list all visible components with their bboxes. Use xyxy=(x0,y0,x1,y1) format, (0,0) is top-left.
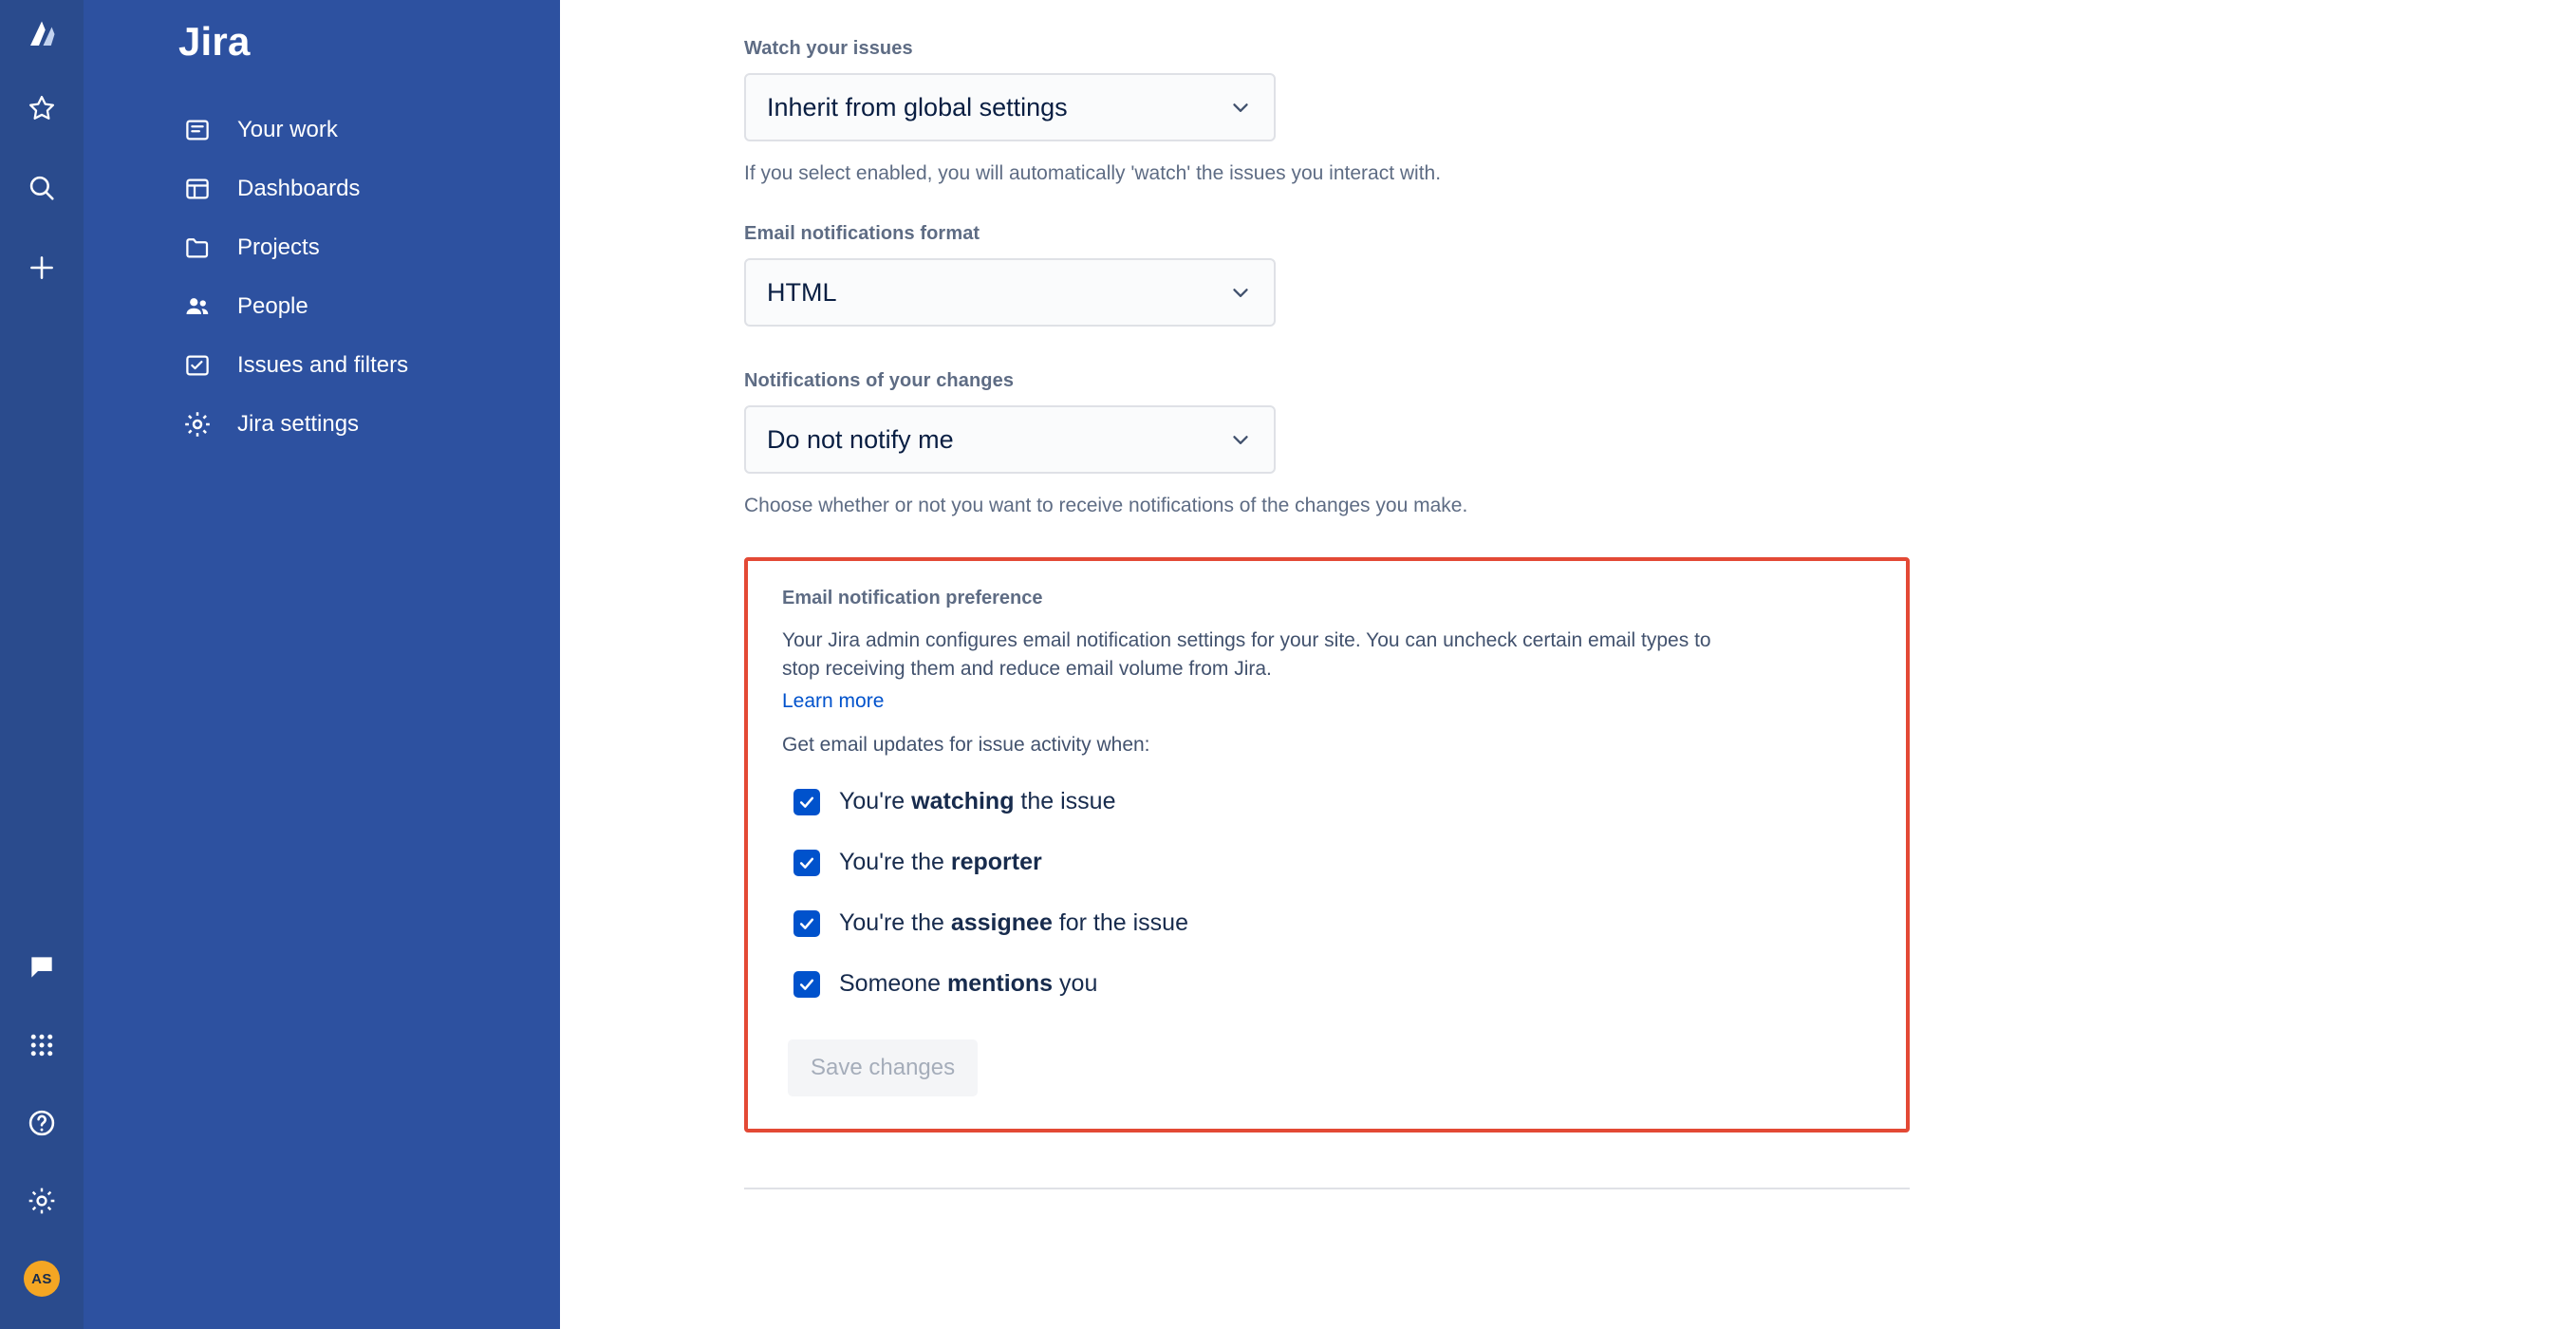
email-update-options xyxy=(782,772,1872,1015)
email-notification-preference-panel xyxy=(744,557,1910,1132)
feedback-icon[interactable] xyxy=(0,928,84,1006)
panel-description: Your Jira admin configures email notification settings for your site. You can uncheck certain email types to stop receiving them and reduce email volume from Jira. xyxy=(782,629,1711,681)
dashboards-icon xyxy=(178,170,216,208)
select-value: Do not notify me xyxy=(767,424,954,454)
chevron-down-icon xyxy=(1228,427,1253,452)
settings-icon[interactable] xyxy=(0,1162,84,1240)
field-watch-your-issues xyxy=(744,38,2576,185)
projects-folder-icon xyxy=(178,229,216,267)
sidebar-item-projects[interactable] xyxy=(84,218,560,277)
option-label: You're the reporter xyxy=(839,849,1042,876)
sidebar-item-your-work[interactable] xyxy=(84,101,560,159)
panel-title: Email notification preference xyxy=(782,588,1043,608)
sidebar-item-label: Jira settings xyxy=(237,411,360,437)
chevron-down-icon xyxy=(1228,280,1253,305)
field-helper-text: If you select enabled, you will automatically 'watch' the issues you interact with. xyxy=(744,162,1442,184)
select-value: HTML xyxy=(767,277,837,307)
sidebar-item-people[interactable] xyxy=(84,277,560,336)
notifications-of-your-changes-select[interactable] xyxy=(744,405,1276,474)
learn-more-link[interactable]: Learn more xyxy=(782,689,885,712)
checkbox-mentions[interactable] xyxy=(793,971,820,998)
main-content xyxy=(560,0,2576,1329)
help-icon[interactable] xyxy=(0,1084,84,1162)
primary-sidebar xyxy=(84,0,560,1329)
sidebar-item-label: Projects xyxy=(237,234,320,260)
option-label: You're the assignee for the issue xyxy=(839,909,1188,937)
create-icon[interactable] xyxy=(0,228,84,308)
people-icon xyxy=(178,288,216,326)
your-work-icon xyxy=(178,111,216,149)
starred-icon[interactable] xyxy=(0,68,84,148)
field-helper-text: Choose whether or not you want to receive notifications of the changes you make. xyxy=(744,495,1468,516)
checkbox-assignee[interactable] xyxy=(793,910,820,937)
option-assignee[interactable] xyxy=(782,893,1872,954)
search-icon[interactable] xyxy=(0,148,84,228)
option-label: Someone mentions you xyxy=(839,970,1098,998)
brand-title: Jira xyxy=(178,19,251,64)
panel-subtitle: Get email updates for issue activity when: xyxy=(782,733,1150,756)
avatar[interactable] xyxy=(0,1240,84,1318)
email-notifications-format-select[interactable] xyxy=(744,258,1276,327)
field-label: Email notifications format xyxy=(744,223,980,244)
option-reporter[interactable] xyxy=(782,833,1872,893)
issues-filters-icon xyxy=(178,346,216,384)
global-icon-rail xyxy=(0,0,84,1329)
field-label: Watch your issues xyxy=(744,38,913,59)
sidebar-item-issues-and-filters[interactable] xyxy=(84,336,560,395)
checkbox-reporter[interactable] xyxy=(793,850,820,876)
sidebar-item-jira-settings[interactable] xyxy=(84,395,560,454)
option-label: You're watching the issue xyxy=(839,788,1116,815)
jira-logo-icon[interactable] xyxy=(0,0,84,68)
sidebar-nav xyxy=(84,101,560,454)
chevron-down-icon xyxy=(1228,95,1253,120)
sidebar-item-label: Your work xyxy=(237,117,338,142)
field-email-notifications-format xyxy=(744,223,2576,327)
field-label: Notifications of your changes xyxy=(744,370,1015,391)
section-divider xyxy=(744,1188,1910,1189)
avatar-initials: AS xyxy=(24,1261,60,1297)
option-mentions[interactable] xyxy=(782,954,1872,1015)
select-value: Inherit from global settings xyxy=(767,92,1068,122)
watch-your-issues-select[interactable] xyxy=(744,73,1276,141)
app-switcher-icon[interactable] xyxy=(0,1006,84,1084)
sidebar-item-label: People xyxy=(237,293,308,319)
checkbox-watching[interactable] xyxy=(793,789,820,815)
jira-settings-gear-icon xyxy=(178,405,216,443)
save-changes-button[interactable]: Save changes xyxy=(788,1039,978,1096)
field-notifications-of-your-changes xyxy=(744,370,2576,517)
option-watching[interactable] xyxy=(782,772,1872,833)
sidebar-item-dashboards[interactable] xyxy=(84,159,560,218)
sidebar-item-label: Issues and filters xyxy=(237,352,409,378)
sidebar-item-label: Dashboards xyxy=(237,176,361,201)
